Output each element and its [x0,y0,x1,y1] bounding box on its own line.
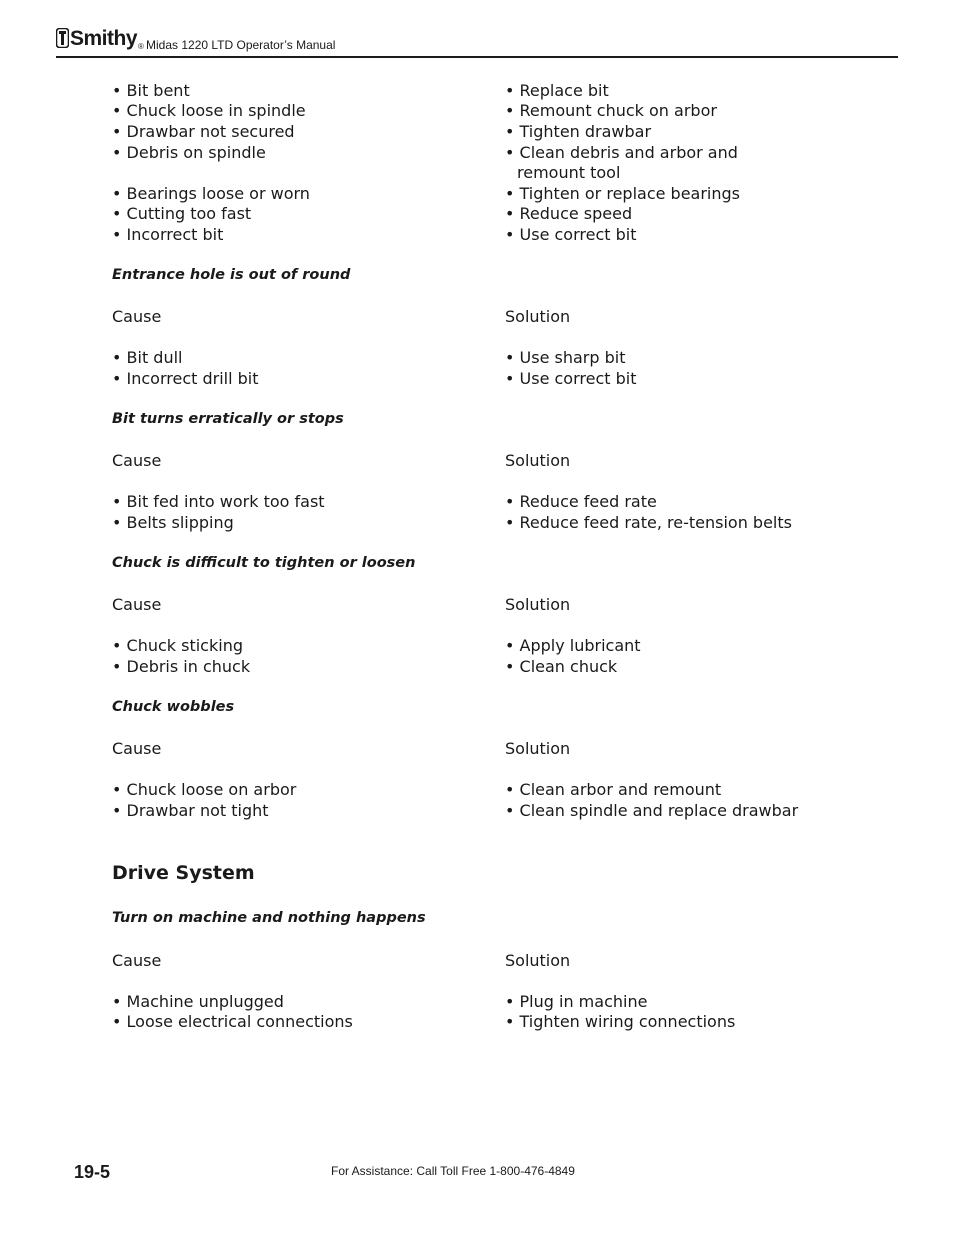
cause-item: • Debris on spindle [112,143,266,162]
solution-item: • Reduce feed rate [505,492,657,511]
page-number: 19-5 [74,1162,111,1182]
cause-item: • Bit fed into work too fast [112,492,325,511]
solution-item: • Use sharp bit [505,348,626,367]
cause-label: Cause [112,951,162,970]
solution-label: Solution [505,451,571,470]
solution-item: • Plug in machine [505,992,648,1011]
page-header [56,28,898,58]
cause-item: • Drawbar not secured [112,122,295,141]
cause-item: • Loose electrical connections [112,1012,353,1031]
solution-label: Solution [505,739,571,758]
cause-item: • Chuck loose on arbor [112,780,297,799]
solution-item: • Reduce speed [505,204,633,223]
solution-item: • Clean arbor and remount [505,780,722,799]
cause-item: • Bearings loose or worn [112,184,310,203]
problem-heading: Chuck wobbles [112,699,235,715]
solution-label: Solution [505,595,571,614]
cause-label: Cause [112,307,162,326]
assistance-text: For Assistance: Call Toll Free 1-800-476-4849 [331,1164,575,1178]
cause-label: Cause [112,595,162,614]
cause-label: Cause [112,739,162,758]
solution-item: • Tighten or replace bearings [505,184,741,203]
cause-item: • Incorrect bit [112,225,224,244]
cause-item: • Machine unplugged [112,992,284,1011]
solution-item: • Apply lubricant [505,636,641,655]
solution-item: • Clean spindle and replace drawbar [505,801,799,820]
solution-item: • Clean chuck [505,657,618,676]
solution-label: Solution [505,307,571,326]
problem-heading: Turn on machine and nothing happens [112,910,426,926]
manual-title: Midas 1220 LTD Operator’s Manual [146,38,336,52]
registered-mark: ® [138,42,144,51]
problem-heading: Entrance hole is out of round [112,267,351,283]
brand-name: Smithy [70,27,138,50]
section-title: Drive System [112,862,255,884]
solution-item-continued: remount tool [517,163,621,182]
cause-item: • Debris in chuck [112,657,251,676]
solution-item: • Reduce feed rate, re-tension belts [505,513,792,532]
smithy-logo-icon [56,28,69,48]
solution-item: • Use correct bit [505,225,637,244]
problem-heading: Chuck is difficult to tighten or loosen [112,555,416,571]
solution-item: • Clean debris and arbor and [505,143,738,162]
cause-item: • Chuck loose in spindle [112,101,306,120]
solution-item: • Replace bit [505,81,609,100]
cause-item: • Drawbar not tight [112,801,269,820]
cause-item: • Bit bent [112,81,190,100]
cause-item: • Incorrect drill bit [112,369,259,388]
solution-item: • Remount chuck on arbor [505,101,717,120]
cause-label: Cause [112,451,162,470]
smithy-logo [56,28,144,51]
cause-item: • Cutting too fast [112,204,252,223]
problem-heading: Bit turns erratically or stops [112,411,344,427]
cause-item: • Chuck sticking [112,636,243,655]
solution-item: • Tighten wiring connections [505,1012,736,1031]
cause-item: • Bit dull [112,348,183,367]
cause-item: • Belts slipping [112,513,234,532]
solution-item: • Tighten drawbar [505,122,652,141]
solution-label: Solution [505,951,571,970]
solution-item: • Use correct bit [505,369,637,388]
